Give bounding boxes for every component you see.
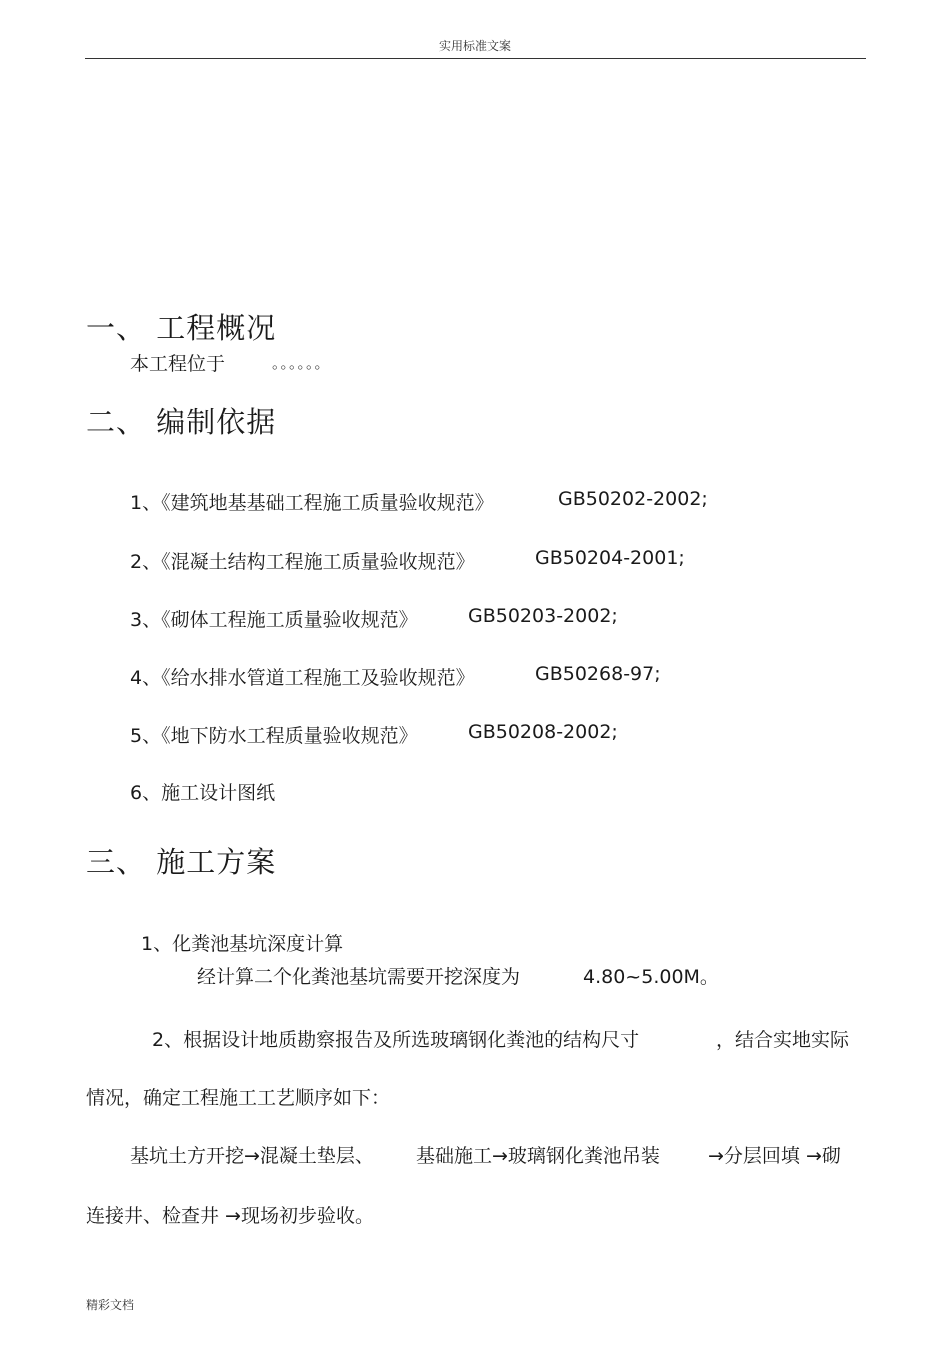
section3-heading: 三、 施工方案 [86,845,277,879]
process-line2: 连接井、检查井 →现场初步验收。 [86,1205,374,1227]
reference-code: GB50203-2002; [468,605,618,627]
section1-heading: 一、 工程概况 [86,311,277,345]
header-rule [85,58,866,59]
item1-text: 经计算二个化粪池基坑需要开挖深度为 [197,966,521,988]
process-line1b: 基础施工→玻璃钢化粪池吊装 [416,1145,660,1167]
reference-title: 5、《地下防水工程质量验收规范》 [130,725,418,747]
reference-code: GB50268-97; [535,663,661,685]
reference-item-6 [130,778,275,805]
reference-item-4 [130,663,475,690]
reference-code: GB50204-2001; [535,547,685,569]
reference-item-5 [130,721,418,748]
location-prefix: 本工程位于 [130,353,226,375]
page-header: 实用标准文案 [438,39,511,53]
section2-heading: 二、 编制依据 [86,405,277,439]
page-footer: 精彩文档 [86,1298,135,1312]
process-line1a: 基坑土方开挖→混凝土垫层、 [130,1145,374,1167]
item1-title: 1、化粪池基坑深度计算 [141,933,344,955]
reference-title: 3、《砌体工程施工质量验收规范》 [130,609,418,631]
reference-item-3 [130,605,418,632]
location-value: 。。。。。。 [272,354,331,372]
reference-item-2 [130,547,475,574]
item2-line1b: ，结合实地实际 [716,1029,850,1051]
item2-line2: 情况，确定工程施工工艺顺序如下： [86,1087,391,1109]
process-line1c: →分层回填 →砌 [708,1145,841,1167]
reference-title: 1、《建筑地基基础工程施工质量验收规范》 [130,492,494,514]
reference-title: 2、《混凝土结构工程施工质量验收规范》 [130,551,475,573]
item2-line1a: 2、根据设计地质勘察报告及所选玻璃钢化粪池的结构尺寸 [152,1029,640,1051]
item1-value: 4.80~5.00M。 [583,966,719,988]
reference-code: GB50208-2002; [468,721,618,743]
reference-code: GB50202-2002; [558,488,708,510]
reference-title: 4、《给水排水管道工程施工及验收规范》 [130,667,475,689]
reference-title: 6、施工设计图纸 [130,782,276,804]
reference-item-1 [130,488,494,515]
